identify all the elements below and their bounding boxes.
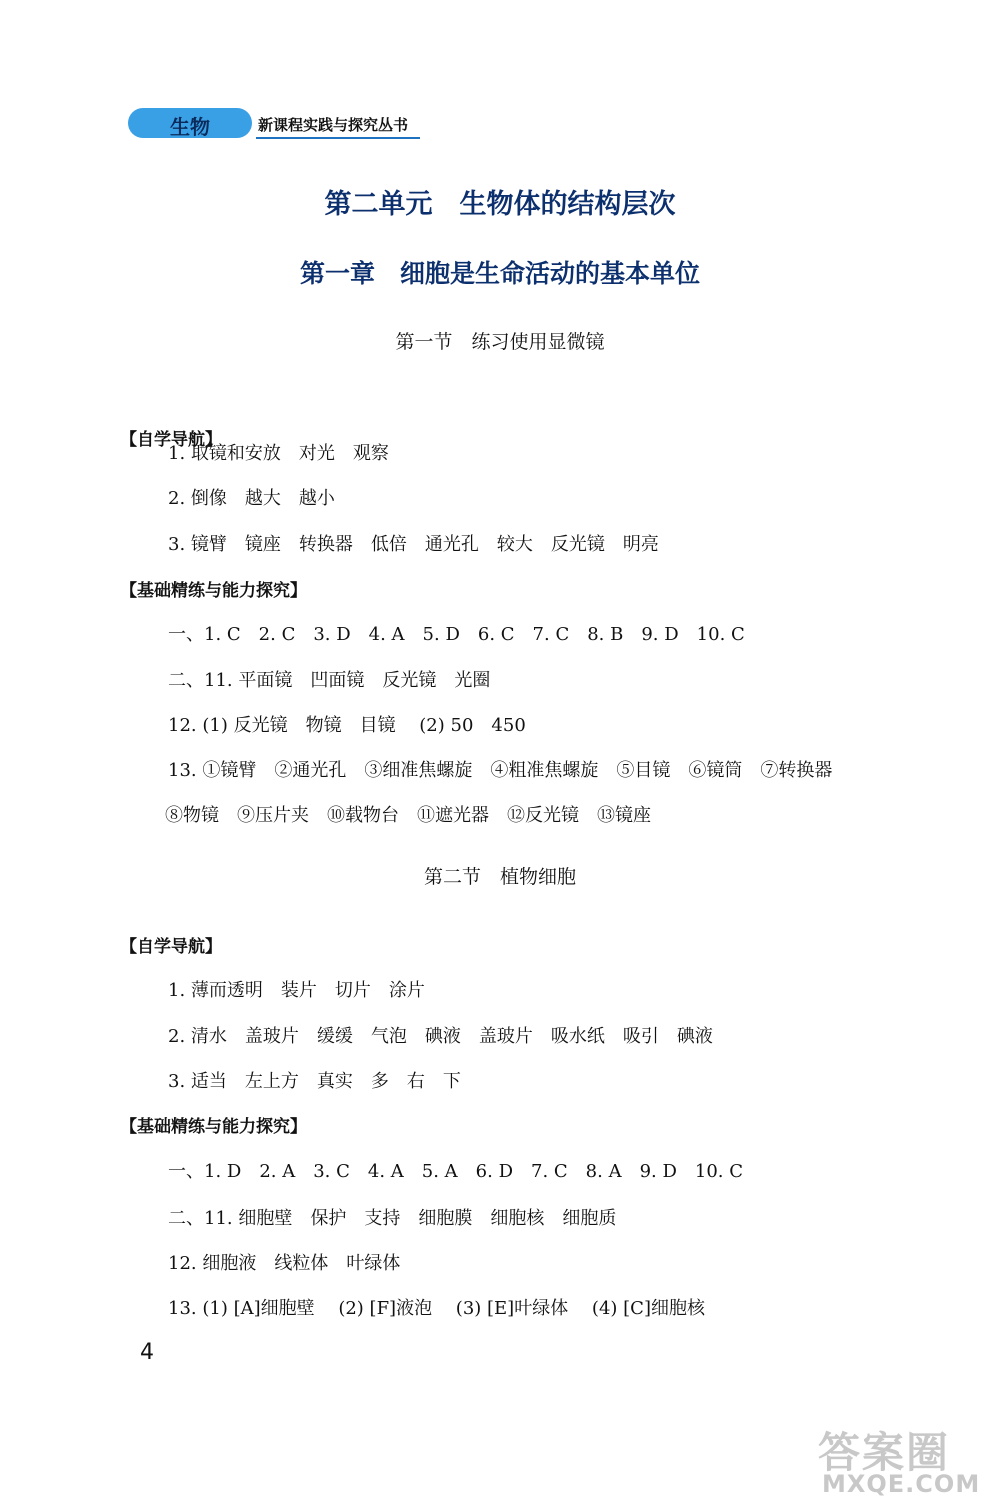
answer-line: 1. 薄而透明 装片 切片 涂片 (168, 980, 425, 1001)
answer-line: ⑧物镜 ⑨压片夹 ⑩载物台 ⑪遮光器 ⑫反光镜 ⑬镜座 (165, 805, 651, 826)
answer-line: 13. ①镜臂 ②通光孔 ③细准焦螺旋 ④粗准焦螺旋 ⑤目镜 ⑥镜筒 ⑦转换器 (168, 760, 833, 781)
watermark-url: MXQE.COM (822, 1470, 981, 1498)
header-underline (256, 137, 420, 139)
answer-line: 1. 取镜和安放 对光 观察 (168, 443, 389, 464)
section-title-1: 第一节 练习使用显微镜 (395, 331, 605, 353)
page-number: 4 (140, 1340, 154, 1365)
answer-line: 2. 清水 盖玻片 缓缓 气泡 碘液 盖玻片 吸水纸 吸引 碘液 (168, 1026, 713, 1047)
self-study-label: 【自学导航】 (120, 430, 222, 450)
section-title-2: 第二节 植物细胞 (423, 866, 576, 888)
page-header (128, 106, 428, 140)
self-study-label: 【自学导航】 (120, 937, 222, 957)
practice-label: 【基础精练与能力探究】 (120, 1117, 307, 1137)
watermark-logo (812, 1420, 992, 1500)
subject-badge (128, 108, 252, 138)
chapter-title: 第一章 细胞是生命活动的基本单位 (299, 259, 700, 288)
answer-line: 13. (1) [A]细胞壁 (2) [F]液泡 (3) [E]叶绿体 (4) [C]细胞核 (168, 1298, 705, 1319)
subject-label: 生物 (170, 115, 210, 139)
answer-line: 二、11. 细胞壁 保护 支持 细胞膜 细胞核 细胞质 (168, 1208, 617, 1229)
answer-line: 3. 镜臂 镜座 转换器 低倍 通光孔 较大 反光镜 明亮 (168, 534, 659, 555)
answer-line: 3. 适当 左上方 真实 多 右 下 (168, 1071, 461, 1092)
practice-label: 【基础精练与能力探究】 (120, 581, 307, 601)
answer-line: 一、1. D 2. A 3. C 4. A 5. A 6. D 7. C 8. A 9. D 10. C (168, 1161, 744, 1182)
answer-line: 一、1. C 2. C 3. D 4. A 5. D 6. C 7. C 8. B 9. D 10. C (168, 624, 745, 645)
answer-line: 12. (1) 反光镜 物镜 目镜 (2) 50 450 (168, 715, 526, 736)
series-title: 新课程实践与探究丛书 (258, 116, 409, 134)
unit-title: 第二单元 生物体的结构层次 (324, 189, 676, 220)
answer-line: 二、11. 平面镜 凹面镜 反光镜 光圈 (168, 670, 491, 691)
answer-line: 2. 倒像 越大 越小 (168, 488, 335, 509)
watermark-text: 答案圈 (818, 1428, 951, 1477)
answer-line: 12. 细胞液 线粒体 叶绿体 (168, 1253, 401, 1274)
